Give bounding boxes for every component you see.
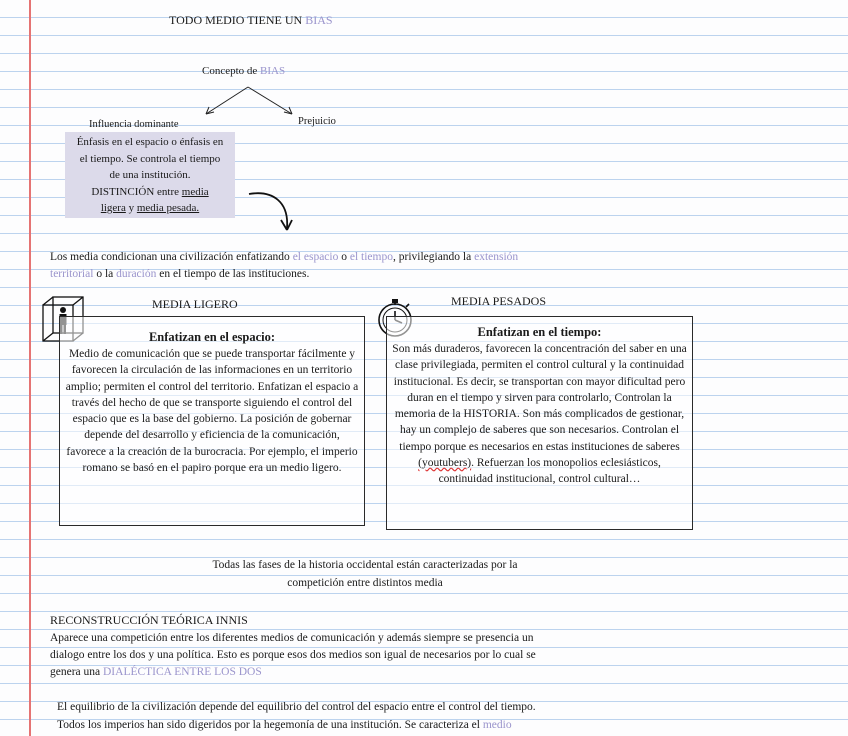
phases-note: Todas las fases de la historia occidental están caracterizadas por la competición entre distintos media bbox=[212, 559, 518, 589]
title-text: TODO MEDIO TIENE UN bbox=[169, 13, 306, 27]
notebook-margin-line bbox=[29, 0, 31, 736]
ligero-heading: Enfatizan en el espacio: bbox=[148, 330, 276, 344]
concept-branch-arrows bbox=[190, 84, 310, 120]
curved-arrow-icon bbox=[245, 188, 305, 238]
reconstruccion-title: RECONSTRUCCIÓN TEÓRICA INNIS bbox=[50, 613, 248, 627]
media-ligero-title: MEDIA LIGERO bbox=[152, 297, 238, 311]
page-title bbox=[169, 12, 333, 28]
concept-label: Concepto de BIAS bbox=[202, 65, 286, 77]
reconstruccion-paragraph: Aparece una competición entre los diferentes medios de comunicación y además siempre se presencia un dialogo entre los dos y una política. Esto es porque esos dos medios son igual de necesarios por lo cual se genera una DIALÉCTICA ENTRE LOS DOS bbox=[50, 632, 536, 678]
pesados-heading: Enfatizan en el tiempo: bbox=[477, 325, 602, 339]
title-accent: BIAS bbox=[305, 13, 333, 27]
concept-right-branch: Prejuicio bbox=[298, 116, 336, 127]
ligero-body: Medio de comunicación que se puede transportar fácilmente y favorecen la circulación de las informaciones en un territorio amplio; permiten el control del territorio. Enfatizan el espacio a través del hecho de que se transporte siguiendo el control del espacio que es la base del gobierno. La posición de gobernar depende del desarrollo y eficiencia de la comunicación, favorece a la creación de la burocracia. Por ejemplo, el imperio romano se basó en el papiro porque era un medio ligero. bbox=[65, 348, 359, 475]
intro-paragraph: Los media condicionan una civilización enfatizando el espacio o el tiempo, privilegiando la extensión territorial o la duración en el tiempo de las instituciones. bbox=[50, 251, 519, 280]
equilibrio-paragraph: El equilibrio de la civilización depende del equilibrio del control del espacio entre el control del tiempo. Todos los imperios han sido digeridos por la hegemonía de una institución. Se caracteriza el medio bbox=[57, 701, 536, 731]
definition-box: Énfasis en el espacio o énfasis en el tiempo. Se controla el tiempo de una institución. DISTINCIÓN entre media ligera y media pesada. bbox=[65, 132, 235, 218]
pesados-body: Son más duraderos, favorecen la concentración del saber en una clase privilegiada, permiten el control cultural y la continuidad institucional. Es decir, se transportan con mayor dificultad pero duran en el tiempo y sirven para controlarlo, Controlan la memoria de la HISTORIA. Son más complicados de gestionar, hay un complejo de saberes que son necesarios. Controlan el tiempo porque es necesarios en estas instituciones de saberes (youtubers). Refuerzan los monopolios eclesiásticos, continuidad institucional, control cultural… bbox=[392, 343, 687, 486]
media-ligero-box bbox=[59, 316, 365, 526]
concept-left-branch: Influencia dominante bbox=[89, 119, 179, 130]
media-pesados-title: MEDIA PESADOS bbox=[451, 294, 547, 308]
media-pesados-box bbox=[386, 316, 693, 530]
